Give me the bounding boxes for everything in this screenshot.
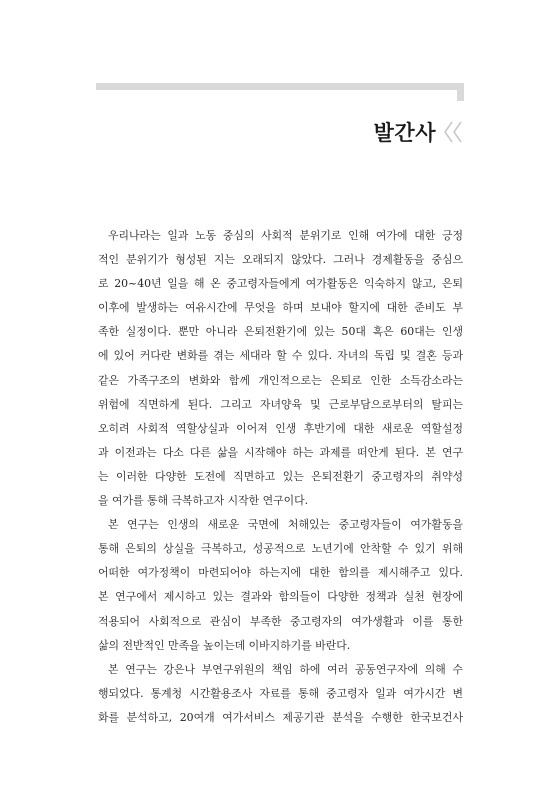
foreword-body [98,224,463,730]
paragraph-2-line: 적용되어 사회적으로 관심이 부족한 중고령자의 여가생활과 이를 통한 [98,614,463,628]
paragraph-2-line: 본 연구에서 제시하고 있는 결과와 함의들이 다양한 정책과 실천 현장에 [98,590,463,604]
paragraph-1-line: 위험에 직면하게 된다. 그리고 자녀양육 및 근로부담으로부터의 탈피는 [98,397,463,411]
paragraph-2-line: 어떠한 여가정책이 마련되어야 하는지에 대한 함의를 제시해주고 있다. [98,566,463,580]
paragraph-3-line: 화를 분석하고, 20여개 여가서비스 제공기관 분석을 수행한 한국보건사 [98,710,463,724]
header-rule-corner [457,83,464,101]
paragraph-2-line: 본 연구는 인생의 새로운 국면에 처해있는 중고령자들이 여가활동을 [108,518,463,532]
paragraph-1-line: 우리나라는 일과 노동 중심의 사회적 분위기로 인해 여가에 대한 긍정 [108,229,463,242]
paragraph-1-line: 과 이전과는 다소 다른 삶을 시작해야 하는 과제를 떠안게 된다. 본 연구 [98,445,463,459]
paragraph-1-line: 족한 실정이다. 뿐만 아니라 은퇴전환기에 있는 50대 혹은 60대는 인생 [98,325,463,339]
paragraph-1-line: 는 이러한 다양한 도전에 직면하고 있는 은퇴전환기 중고령자의 취약성 [98,469,463,483]
paragraph-1-line: 을 여가를 통해 극복하고자 시작한 연구이다. [98,494,309,508]
paragraph-1-line: 에 있어 커다란 변화를 겪는 세대라 할 수 있다. 자녀의 독립 및 결혼 등과 [98,349,463,363]
paragraph-2-line: 통해 은퇴의 상실을 극복하고, 성공적으로 노년기에 안착할 수 있기 위해 [98,542,463,556]
paragraph-3-line: 본 연구는 강은나 부연구위원의 책임 하에 여러 공동연구자에 의해 수 [108,662,463,676]
paragraph-1-line: 같은 가족구조의 변화와 함께 개인적으로는 은퇴로 인한 소득감소라는 [98,373,463,387]
paragraph-1-line: 적인 분위기가 형성된 지는 오래되지 않았다. 그러나 경제활동을 중심으 [98,253,463,267]
page-title-block [374,117,464,147]
paragraph-2-line: 삶의 전반적인 만족을 높이는데 이바지하기를 바란다. [98,638,351,652]
paragraph-1-line: 이후에 발생하는 여유시간에 무엇을 하며 보내야 할지에 대한 준비도 부 [98,301,463,315]
header-rule [96,83,461,90]
paragraph-1-line: 로 20~40년 일을 해 온 중고령자들에게 여가활동은 익숙하지 않고, 은퇴 [98,277,463,291]
paragraph-1-line: 오히려 사회적 역할상실과 이어져 인생 후반기에 대한 새로운 역할설정 [98,421,463,435]
page-title: 발간사 [373,121,436,145]
double-chevron-left-icon [442,120,464,144]
paragraph-3-line: 행되었다. 통계청 시간활용조사 자료를 통해 중고령자 일과 여가시간 변 [98,686,463,700]
